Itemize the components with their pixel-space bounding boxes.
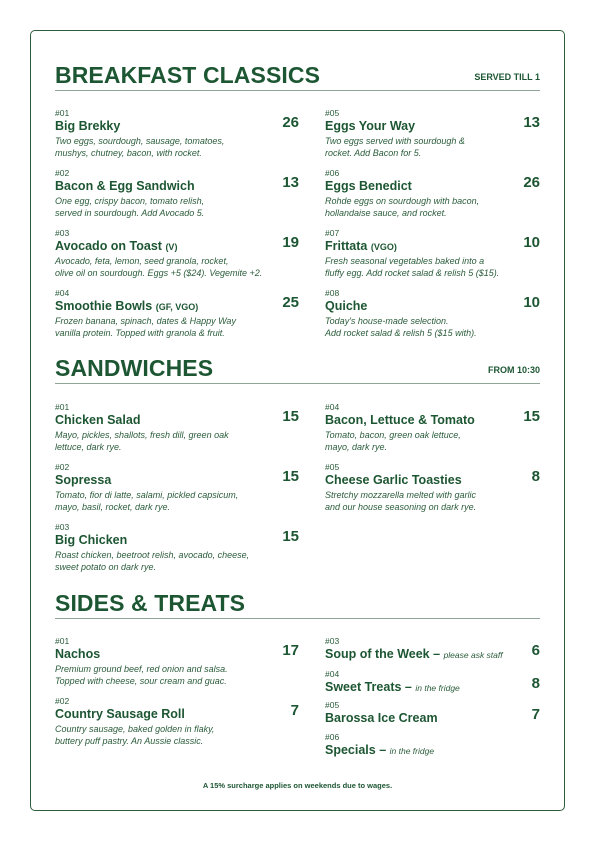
menu-item bbox=[55, 636, 299, 687]
item-price: 19 bbox=[282, 234, 299, 251]
item-price: 6 bbox=[531, 642, 540, 659]
item-number: #01 bbox=[55, 402, 70, 412]
menu-item bbox=[325, 402, 540, 453]
item-name: Country Sausage Roll bbox=[55, 707, 185, 721]
item-number: #05 bbox=[325, 108, 340, 118]
item-name: Barossa Ice Cream bbox=[325, 711, 438, 725]
item-number: #01 bbox=[55, 636, 70, 646]
item-name: Nachos bbox=[55, 647, 101, 661]
item-price: 25 bbox=[282, 294, 299, 311]
item-description: Rohde eggs on sourdough with bacon, hollandaise sauce, and rocket. bbox=[325, 196, 480, 218]
menu-item bbox=[325, 462, 540, 513]
item-price: 17 bbox=[282, 642, 299, 659]
section-note: FROM 10:30 bbox=[487, 365, 540, 375]
item-name: Eggs Your Way bbox=[325, 119, 416, 133]
item-price: 7 bbox=[531, 706, 540, 723]
section-title: BREAKFAST CLASSICS bbox=[55, 62, 321, 88]
item-number: #02 bbox=[55, 168, 70, 178]
item-name: Sopressa bbox=[55, 473, 112, 487]
sides-header bbox=[55, 590, 540, 619]
item-price: 26 bbox=[523, 174, 540, 191]
item-price: 13 bbox=[282, 174, 299, 191]
item-description: Country sausage, baked golden in flaky, buttery puff pastry. An Aussie classic. bbox=[55, 724, 215, 746]
item-number: #05 bbox=[325, 462, 340, 472]
breakfast-header bbox=[55, 62, 540, 91]
item-number: #03 bbox=[325, 636, 340, 646]
item-description: Stretchy mozzarella melted with garlic and our house seasoning on dark rye. bbox=[325, 490, 477, 512]
menu-item bbox=[325, 288, 540, 339]
item-name: Chicken Salad bbox=[55, 413, 141, 427]
item-price: 15 bbox=[282, 468, 299, 485]
item-note: please ask staff bbox=[443, 650, 503, 660]
item-price: 15 bbox=[282, 528, 299, 545]
item-name: Bacon, Lettuce & Tomato bbox=[325, 413, 475, 427]
item-description: Premium ground beef, red onion and salsa. Topped with cheese, sour cream and guac. bbox=[55, 664, 228, 686]
item-number: #04 bbox=[55, 288, 70, 298]
section-title: SIDES & TREATS bbox=[55, 590, 246, 616]
menu-item bbox=[325, 732, 540, 758]
item-name: Big Chicken bbox=[55, 533, 128, 547]
item-description: Fresh seasonal vegetables baked into a fluffy egg. Add rocket salad & relish 5 ($15). bbox=[325, 256, 500, 278]
item-name: Smoothie Bowls (GF, VGO) bbox=[55, 299, 199, 313]
item-note: in the fridge bbox=[415, 683, 460, 693]
menu-item bbox=[55, 168, 299, 219]
item-price: 8 bbox=[531, 468, 540, 485]
item-number: #07 bbox=[325, 228, 340, 238]
item-name: Quiche bbox=[325, 299, 368, 313]
item-number: #06 bbox=[325, 168, 340, 178]
diet-tag: (V) bbox=[165, 242, 178, 252]
item-description: Mayo, pickles, shallots, fresh dill, green oak lettuce, dark rye. bbox=[55, 430, 229, 452]
menu-item bbox=[325, 108, 540, 159]
item-name: Sweet Treats – in the fridge bbox=[325, 680, 460, 694]
item-name: Cheese Garlic Toasties bbox=[325, 473, 462, 487]
item-name: Specials – in the fridge bbox=[325, 743, 435, 757]
surcharge-note: A 15% surcharge applies on weekends due to wages. bbox=[202, 781, 393, 790]
section-note: SERVED TILL 1 bbox=[474, 72, 540, 82]
item-number: #05 bbox=[325, 700, 340, 710]
item-price: 13 bbox=[523, 114, 540, 131]
item-description: Tomato, fior di latte, salami, pickled capsicum, mayo, basil, rocket, dark rye. bbox=[55, 490, 239, 512]
item-description: Frozen banana, spinach, dates & Happy Way vanilla protein. Topped with granola & fruit. bbox=[55, 316, 236, 338]
menu-item bbox=[325, 669, 540, 695]
item-number: #04 bbox=[325, 669, 340, 679]
menu-item bbox=[55, 228, 299, 279]
item-number: #06 bbox=[325, 732, 340, 742]
item-name: Eggs Benedict bbox=[325, 179, 412, 193]
item-name: Soup of the Week – please ask staff bbox=[325, 647, 503, 661]
item-price: 10 bbox=[523, 234, 540, 251]
diet-tag: (VGO) bbox=[370, 242, 397, 252]
menu-item bbox=[55, 462, 299, 513]
item-name: Avocado on Toast (V) bbox=[55, 239, 178, 253]
item-number: #03 bbox=[55, 228, 70, 238]
item-number: #02 bbox=[55, 696, 70, 706]
sandwiches-header bbox=[55, 355, 540, 384]
item-number: #04 bbox=[325, 402, 340, 412]
item-price: 10 bbox=[523, 294, 540, 311]
menu-item bbox=[55, 288, 299, 339]
menu-item bbox=[55, 108, 299, 159]
item-note: in the fridge bbox=[389, 746, 435, 756]
menu-item bbox=[55, 522, 299, 573]
section-title: SANDWICHES bbox=[55, 355, 214, 381]
item-number: #02 bbox=[55, 462, 70, 472]
item-number: #08 bbox=[325, 288, 340, 298]
item-description: Today's house-made selection. Add rocket salad & relish 5 ($15 with). bbox=[325, 316, 477, 338]
item-number: #01 bbox=[55, 108, 70, 118]
item-name: Frittata (VGO) bbox=[325, 239, 397, 253]
item-price: 15 bbox=[282, 408, 299, 425]
menu-item bbox=[325, 168, 540, 219]
item-description: One egg, crispy bacon, tomato relish, served in sourdough. Add Avocado 5. bbox=[55, 196, 205, 218]
item-name: Big Brekky bbox=[55, 119, 121, 133]
menu-item bbox=[325, 636, 540, 662]
menu-item bbox=[55, 696, 299, 747]
item-description: Two eggs, sourdough, sausage, tomatoes, mushys, chutney, bacon, with rocket. bbox=[55, 136, 225, 158]
diet-tag: (GF, VGO) bbox=[155, 302, 199, 312]
item-description: Avocado, feta, lemon, seed granola, rocket, olive oil on sourdough. Eggs +5 ($24). Vegemite +2. bbox=[55, 256, 263, 278]
item-price: 8 bbox=[531, 675, 540, 692]
item-number: #03 bbox=[55, 522, 70, 532]
item-name: Bacon & Egg Sandwich bbox=[55, 179, 195, 193]
item-price: 26 bbox=[282, 114, 299, 131]
item-description: Roast chicken, beetroot relish, avocado, cheese, sweet potato on dark rye. bbox=[55, 550, 250, 572]
item-description: Tomato, bacon, green oak lettuce, mayo, dark rye. bbox=[325, 430, 461, 452]
item-price: 7 bbox=[290, 702, 299, 719]
menu-item bbox=[325, 700, 540, 726]
menu-item bbox=[325, 228, 540, 279]
menu-item bbox=[55, 402, 299, 453]
item-description: Two eggs served with sourdough & rocket. Add Bacon for 5. bbox=[325, 136, 465, 158]
item-price: 15 bbox=[523, 408, 540, 425]
